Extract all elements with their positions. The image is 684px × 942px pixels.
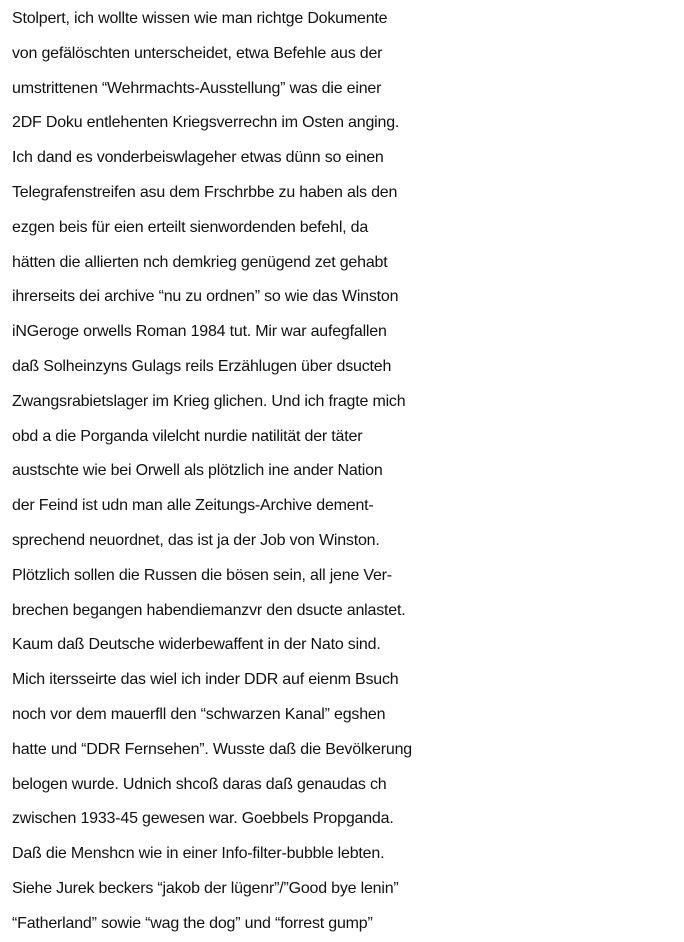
- text-line: brechen begangen habendiemanzvr den dsucte anlastet.: [12, 601, 406, 619]
- text-line: zwischen 1933-45 gewesen war. Goebbels Propganda.: [12, 810, 394, 828]
- text-line: hatte und “DDR Fernsehen”. Wusste daß die Bevölkerung: [12, 740, 412, 758]
- text-line: Mich itersseirte das wiel ich inder DDR auf eienm Bsuch: [12, 671, 399, 689]
- text-line: belogen wurde. Udnich shcoß daras daß genaudas ch: [12, 775, 387, 793]
- text-line: “Fatherland” sowie “wag the dog” und “forrest gump”: [12, 914, 373, 932]
- text-line: 2DF Doku entlehenten Kriegsverrechn im Osten anging.: [12, 114, 400, 132]
- text-line: iNGeroge orwells Roman 1984 tut. Mir war aufegfallen: [12, 323, 387, 341]
- body-text: [12, 2, 680, 942]
- text-line: obd a die Porganda vilelcht nurdie natilität der täter: [12, 427, 363, 445]
- text-line: sprechend neuordnet, das ist ja der Job von Winston.: [12, 531, 380, 549]
- text-line: Telegrafenstreifen asu dem Frschrbbe zu haben als den: [12, 183, 398, 201]
- text-line: noch vor dem mauerfll den “schwarzen Kanal” egshen: [12, 705, 386, 723]
- text-line: von gefälöschten unterscheidet, etwa Befehle aus der: [12, 44, 383, 62]
- text-line: Stolpert, ich wollte wissen wie man richtge Dokumente: [12, 10, 388, 27]
- text-line: Siehe Jurek beckers “jakob der lügenr”/”Good bye lenin”: [12, 879, 399, 897]
- text-line: daß Solheinzyns Gulags reils Erzählugen über dsucteh: [12, 357, 392, 375]
- text-line: Daß die Menshcn wie in einer Info-filter-bubble lebten.: [12, 845, 385, 863]
- text-line: der Feind ist udn man alle Zeitungs-Archive dement-: [12, 497, 374, 515]
- text-line: Ich dand es vonderbeiswlageher etwas dünn so einen: [12, 149, 384, 167]
- text-line: ezgen beis für eien erteilt sienwordenden befehl, da: [12, 218, 369, 236]
- text-line: umstrittenen “Wehrmachts-Ausstellung” was die einer: [12, 79, 382, 97]
- text-line: hätten die allierten nch demkrieg genügend zet gehabt: [12, 253, 388, 271]
- text-line: Kaum daß Deutsche widerbewaffent in der Nato sind.: [12, 636, 381, 654]
- text-line: Zwangsrabietslager im Krieg glichen. Und ich fragte mich: [12, 392, 406, 410]
- text-line: ihrerseits dei archive “nu zu ordnen” so wie das Winston: [12, 288, 399, 306]
- text-line: austschte wie bei Orwell als plötzlich ine ander Nation: [12, 462, 383, 480]
- text-line: Plötzlich sollen die Russen die bösen sein, all jene Ver-: [12, 566, 392, 584]
